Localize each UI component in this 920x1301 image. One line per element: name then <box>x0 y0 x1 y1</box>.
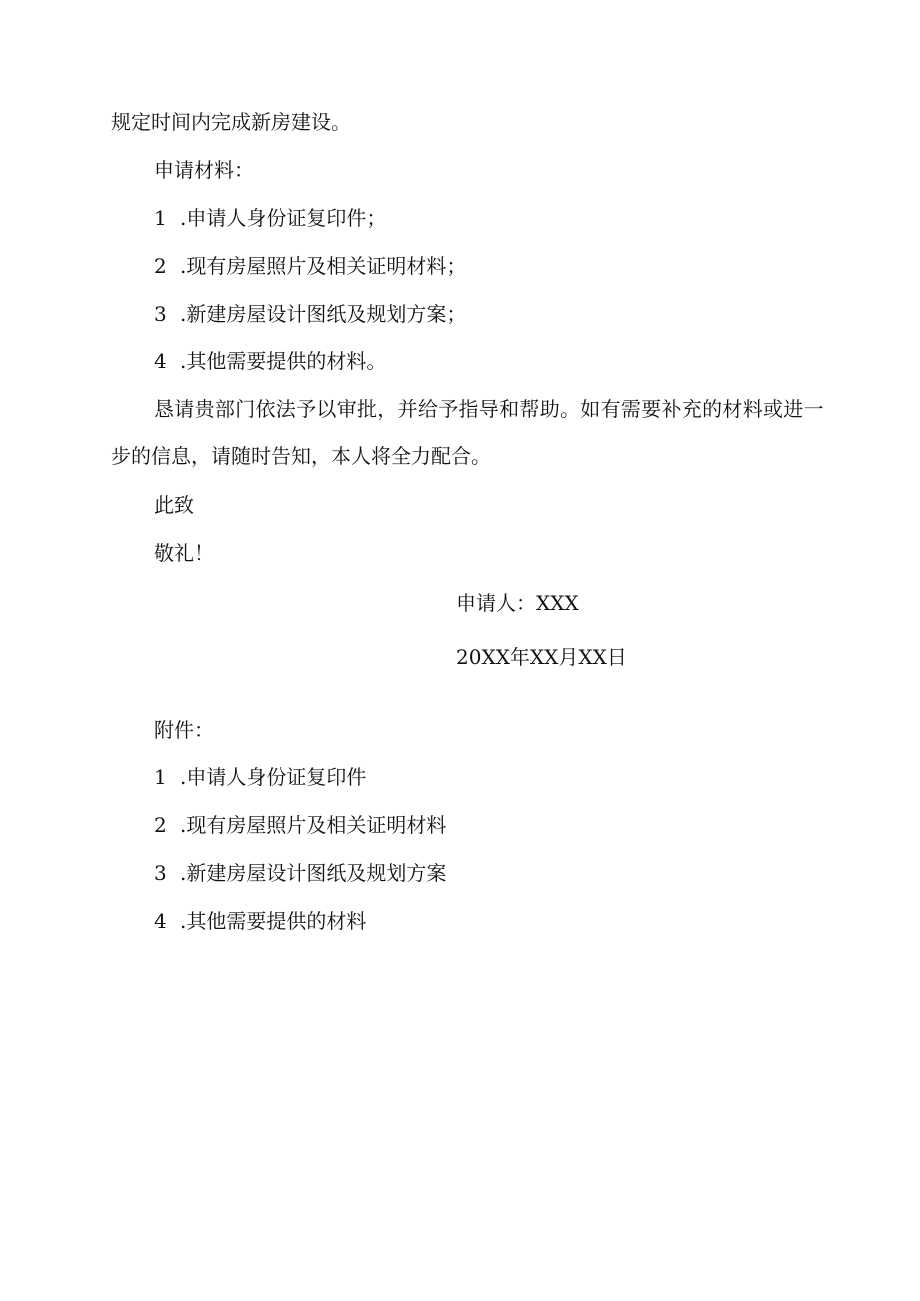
materials-item-number: 4 <box>154 349 167 373</box>
attachments-item-number: 4 <box>154 909 167 933</box>
attachments-item-text: .现有房屋照片及相关证明材料 <box>180 813 447 837</box>
attachments-item-text: .其他需要提供的材料 <box>180 909 367 933</box>
materials-item <box>154 349 386 373</box>
attachments-item <box>154 765 366 789</box>
closing-regards: 敬礼！ <box>154 541 214 565</box>
attachments-item <box>154 813 446 837</box>
request-paragraph-line2: 步的信息，请随时告知，本人将全力配合。 <box>111 444 491 468</box>
materials-item-number: 1 <box>154 206 167 230</box>
attachments-item-number: 1 <box>154 765 167 789</box>
attachments-item-text: .申请人身份证复印件 <box>180 765 367 789</box>
closing-salutation: 此致 <box>154 493 194 517</box>
materials-item-text: .现有房屋照片及相关证明材料； <box>180 254 467 278</box>
attachments-item-number: 3 <box>154 861 167 885</box>
attachments-item <box>154 861 446 885</box>
applicant-signature: 申请人：XXX <box>456 591 579 615</box>
materials-item-text: .其他需要提供的材料。 <box>180 349 387 373</box>
continuation-text: 规定时间内完成新房建设。 <box>111 110 351 134</box>
materials-item <box>154 302 466 326</box>
attachments-item-number: 2 <box>154 813 167 837</box>
materials-item <box>154 206 386 230</box>
attachments-heading: 附件： <box>154 718 214 742</box>
materials-item <box>154 254 466 278</box>
materials-item-text: .申请人身份证复印件； <box>180 206 387 230</box>
request-paragraph-line1: 恳请贵部门依法予以审批，并给予指导和帮助。如有需要补充的材料或进一 <box>154 397 824 421</box>
materials-item-text: .新建房屋设计图纸及规划方案； <box>180 302 467 326</box>
attachments-item-text: .新建房屋设计图纸及规划方案 <box>180 861 447 885</box>
attachments-item <box>154 909 366 933</box>
application-date: 20XX年XX月XX日 <box>456 645 627 669</box>
materials-heading: 申请材料： <box>154 158 254 182</box>
materials-item-number: 2 <box>154 254 167 278</box>
materials-item-number: 3 <box>154 302 167 326</box>
